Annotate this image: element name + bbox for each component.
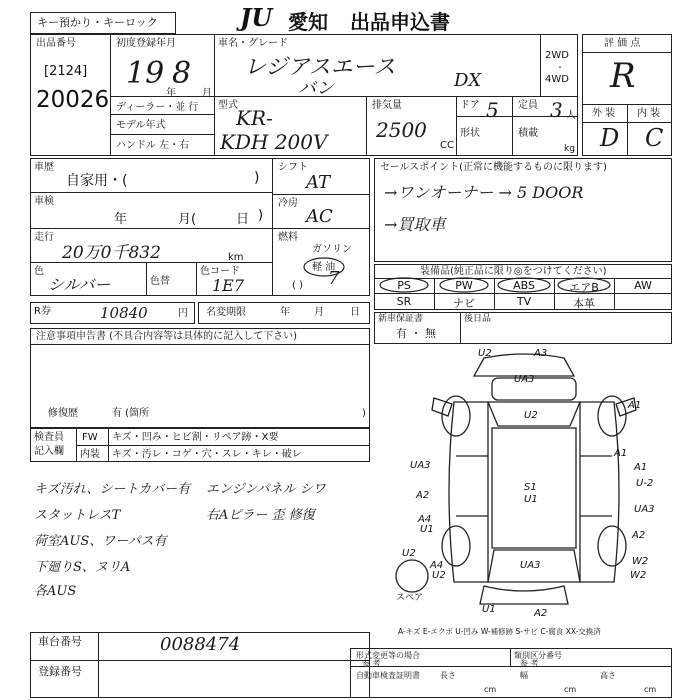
load-unit: kg bbox=[564, 144, 575, 154]
mark-ua3-rear: UA3 bbox=[520, 560, 541, 571]
model-prefix: KR- bbox=[236, 106, 273, 130]
diagram-legend: A-キズ E-エクボ U-凹み W-補修跡 S-サビ C-腐食 XX-交換済 bbox=[398, 627, 601, 636]
displacement-label: 排気量 bbox=[372, 100, 402, 111]
mark-a1-r1: A1 bbox=[628, 400, 642, 411]
ac-label: 冷房 bbox=[278, 198, 298, 209]
shaken-year: 年 bbox=[114, 212, 128, 227]
shaken-label: 車検 bbox=[34, 196, 54, 207]
form-change-label2: 類別区分番号 bbox=[514, 651, 562, 660]
car-name-label: 車名・グレード bbox=[218, 38, 288, 49]
fuel-mark: 7 bbox=[328, 268, 340, 289]
form-change-cert-label: 自動車検査証明書 bbox=[356, 671, 420, 680]
color-code-label: 色コード bbox=[200, 266, 240, 277]
shaken-day: 日 bbox=[236, 212, 250, 227]
car-damage-diagram bbox=[374, 346, 672, 636]
fw-items: キズ・凹み・ヒビ割・リペア跡・X要 bbox=[112, 432, 279, 443]
doors-value: 5 bbox=[486, 98, 499, 122]
inspector-label2: 記入欄 bbox=[34, 446, 64, 457]
mark-u1-roof: U1 bbox=[524, 494, 538, 505]
mark-w2-r: W2 bbox=[632, 556, 649, 567]
mark-u1-rear: U1 bbox=[482, 604, 496, 615]
chassis-value: 0088474 bbox=[160, 634, 241, 655]
fuel-diesel: 軽 油 bbox=[312, 262, 336, 273]
model-label: 型式 bbox=[218, 100, 238, 111]
selling-point-1: →ワンオーナー → 5 DOOR bbox=[384, 183, 584, 202]
mileage-unit: km bbox=[228, 252, 244, 263]
equip-aw: AW bbox=[634, 279, 652, 292]
spare-item-label: 後日品 bbox=[464, 314, 492, 324]
recycle-label: R券 bbox=[34, 306, 51, 317]
history-value: 自家用・( bbox=[66, 173, 128, 189]
rear-bumper-shape bbox=[480, 586, 568, 604]
first-reg-m-unit: 月 bbox=[202, 88, 212, 99]
form-change-sub2: 参 考 bbox=[520, 659, 539, 668]
inspector-label1: 検査員 bbox=[34, 432, 64, 443]
first-reg-year: 19 bbox=[126, 56, 165, 91]
recycle-unit: 円 bbox=[178, 308, 188, 319]
history-close: ) bbox=[254, 170, 260, 186]
first-reg-month: 8 bbox=[172, 56, 192, 91]
recycle-value: 10840 bbox=[100, 304, 148, 322]
mileage-label: 走行 bbox=[34, 232, 54, 243]
selling-points-label: セールスポイント(正常に機能するものに限ります) bbox=[380, 162, 607, 173]
load-label: 積載 bbox=[518, 128, 538, 139]
equip-tv: TV bbox=[516, 295, 532, 308]
ext-value: D bbox=[600, 124, 620, 152]
int-items-label: 内装 bbox=[80, 449, 100, 460]
org-name: 愛知 bbox=[288, 10, 328, 34]
form-change-size2: 幅 bbox=[520, 671, 528, 680]
name-change-year: 年 bbox=[280, 307, 290, 318]
equip-sr: SR bbox=[396, 295, 412, 308]
wheel-rr bbox=[598, 526, 626, 566]
lot-code: [2124] bbox=[44, 64, 88, 79]
color-change-label: 色替 bbox=[150, 276, 170, 287]
rating-value: R bbox=[610, 56, 636, 96]
ext-label: 外 装 bbox=[592, 108, 616, 119]
car-grade: DX bbox=[454, 70, 482, 91]
car-name-value: レジアスエース bbox=[244, 55, 396, 80]
lot-number: 20026 bbox=[36, 87, 110, 113]
mark-a3-front: A3 bbox=[534, 348, 548, 359]
form-change-unit3: cm bbox=[644, 685, 657, 694]
equipment-label: 装備品(純正品に限り◎をつけてください) bbox=[420, 266, 607, 277]
chassis-label: 車台番号 bbox=[38, 635, 82, 648]
color-label: 色 bbox=[34, 266, 44, 277]
name-change-label: 名変期限 bbox=[206, 307, 246, 318]
color-value: シルバー bbox=[48, 275, 111, 294]
color-code-value: 1E7 bbox=[212, 276, 245, 295]
repair-close: ) bbox=[362, 408, 366, 419]
lot-label: 出品番号 bbox=[36, 38, 76, 49]
notes-label: 注意事項申告書 (不具合内容等は具体的に記入して下さい) bbox=[36, 331, 297, 342]
equip-navi: ナビ bbox=[453, 297, 475, 310]
shift-label: シフト bbox=[278, 162, 308, 173]
drive-4wd: 4WD bbox=[545, 74, 569, 85]
repair-label: 修復歴 bbox=[48, 408, 78, 419]
spare-tire bbox=[396, 560, 428, 592]
equip-pw: PW bbox=[455, 279, 473, 292]
form-change-sub1: 参 考 bbox=[362, 659, 381, 668]
fuel-gas: ガソリン bbox=[312, 244, 352, 255]
remark-right-2: 右Aピラー 歪 修復 bbox=[206, 508, 315, 523]
repair-value: 有 (箇所 bbox=[112, 408, 150, 419]
shaken-close: ) bbox=[258, 208, 264, 223]
displacement-value: 2500 bbox=[376, 118, 427, 142]
fuel-paren: ( ) bbox=[292, 280, 303, 291]
mileage-value: 20万0千832 bbox=[62, 243, 161, 263]
int-items: キズ・汚レ・コゲ・穴・スレ・キレ・破レ bbox=[112, 449, 302, 460]
selling-points-block bbox=[374, 158, 672, 262]
ac-value: AC bbox=[306, 206, 333, 227]
fw-label: FW bbox=[82, 432, 98, 443]
remark-right-1: エンジンパネル シワ bbox=[206, 482, 326, 497]
selling-point-2: →買取車 bbox=[384, 215, 446, 234]
first-reg-label: 初度登録年月 bbox=[116, 38, 176, 49]
remark-3: 荷室AUS、ワーパス有 bbox=[34, 534, 167, 549]
mark-a4-l2: A4 bbox=[430, 560, 444, 571]
form-change-size3: 高さ bbox=[600, 671, 616, 680]
manual-value: 有 ・ 無 bbox=[396, 327, 436, 340]
shape-label: 形状 bbox=[460, 128, 480, 139]
doors-label: ドア bbox=[460, 100, 480, 111]
shift-value: AT bbox=[306, 172, 331, 193]
mark-w2-r2: W2 bbox=[630, 570, 647, 581]
dealer-row3: ハンドル 左・右 bbox=[116, 140, 190, 151]
mark-ua3-front: UA3 bbox=[514, 374, 535, 385]
name-change-day: 日 bbox=[350, 307, 360, 318]
form-change-unit2: cm bbox=[564, 685, 577, 694]
shaken-month: 月( bbox=[178, 212, 197, 227]
form-title: 出品申込書 bbox=[350, 10, 450, 34]
capacity-label: 定員 bbox=[518, 100, 538, 111]
fuel-label: 燃料 bbox=[278, 232, 298, 243]
mark-ua3-l1: UA3 bbox=[410, 460, 431, 471]
int-value: C bbox=[645, 124, 664, 152]
remark-4: 下廻りS、ヌリA bbox=[34, 560, 131, 575]
remark-1: キズ汚れ、シートカバー有 bbox=[34, 482, 191, 497]
name-change-month: 月 bbox=[314, 307, 324, 318]
mark-u2-l2: U2 bbox=[402, 548, 416, 559]
dealer-row2: モデル年式 bbox=[116, 120, 166, 131]
mark-a1-r2: A1 bbox=[634, 462, 648, 473]
int-label: 内 装 bbox=[637, 108, 661, 119]
wheel-rl bbox=[442, 526, 470, 566]
key-label: キー預かり・キーロック bbox=[37, 16, 158, 29]
history-label: 車歴 bbox=[34, 162, 54, 173]
mark-a2-l: A2 bbox=[416, 490, 430, 501]
mark-s1: S1 bbox=[524, 482, 537, 493]
dealer-row1: ディーラー・並 行 bbox=[116, 102, 199, 113]
mark-a2-r: A2 bbox=[632, 530, 646, 541]
equipment-circles bbox=[376, 277, 672, 293]
model-code: KDH 200V bbox=[220, 130, 328, 154]
mark-u2-l: U2 bbox=[432, 570, 446, 581]
manual-label: 新車保証書 bbox=[378, 314, 424, 324]
form-change-unit1: cm bbox=[484, 685, 497, 694]
mark-a2-rear: A2 bbox=[534, 608, 548, 619]
mark-u2-ws: U2 bbox=[524, 410, 538, 421]
remark-5: 各AUS bbox=[34, 584, 77, 599]
capacity-value: 3 bbox=[550, 98, 563, 122]
equip-ps: PS bbox=[397, 279, 411, 292]
mark-a1-r3: A1 bbox=[614, 448, 628, 459]
notes-block bbox=[30, 328, 370, 428]
displacement-unit: CC bbox=[440, 140, 454, 151]
drive-2wd: 2WD bbox=[545, 50, 569, 61]
equip-abs: ABS bbox=[513, 279, 535, 292]
remark-2: スタットレスT bbox=[34, 508, 121, 523]
mark-u1-l: U1 bbox=[420, 524, 434, 535]
registration-label: 登録番号 bbox=[38, 665, 82, 678]
ju-logo: JU bbox=[240, 3, 273, 32]
mark-u2-r: U-2 bbox=[636, 478, 654, 489]
equip-leather: 本革 bbox=[573, 297, 595, 310]
mark-a4-l: A4 bbox=[418, 514, 432, 525]
spare-label: スペア bbox=[396, 593, 424, 603]
capacity-unit: 人 bbox=[566, 110, 576, 121]
equip-airbag: エアB bbox=[569, 281, 599, 294]
car-name-sub: バン bbox=[298, 78, 334, 99]
mark-u2-front: U2 bbox=[478, 348, 492, 359]
form-change-label1: 形式変更等の場合 bbox=[356, 651, 420, 660]
form-change-size1: 長さ bbox=[440, 671, 456, 680]
rating-label: 評 価 点 bbox=[604, 38, 641, 49]
mark-ua3-r1: UA3 bbox=[634, 504, 655, 515]
first-reg-y-unit: 年 bbox=[166, 88, 176, 99]
key-box bbox=[30, 12, 176, 34]
